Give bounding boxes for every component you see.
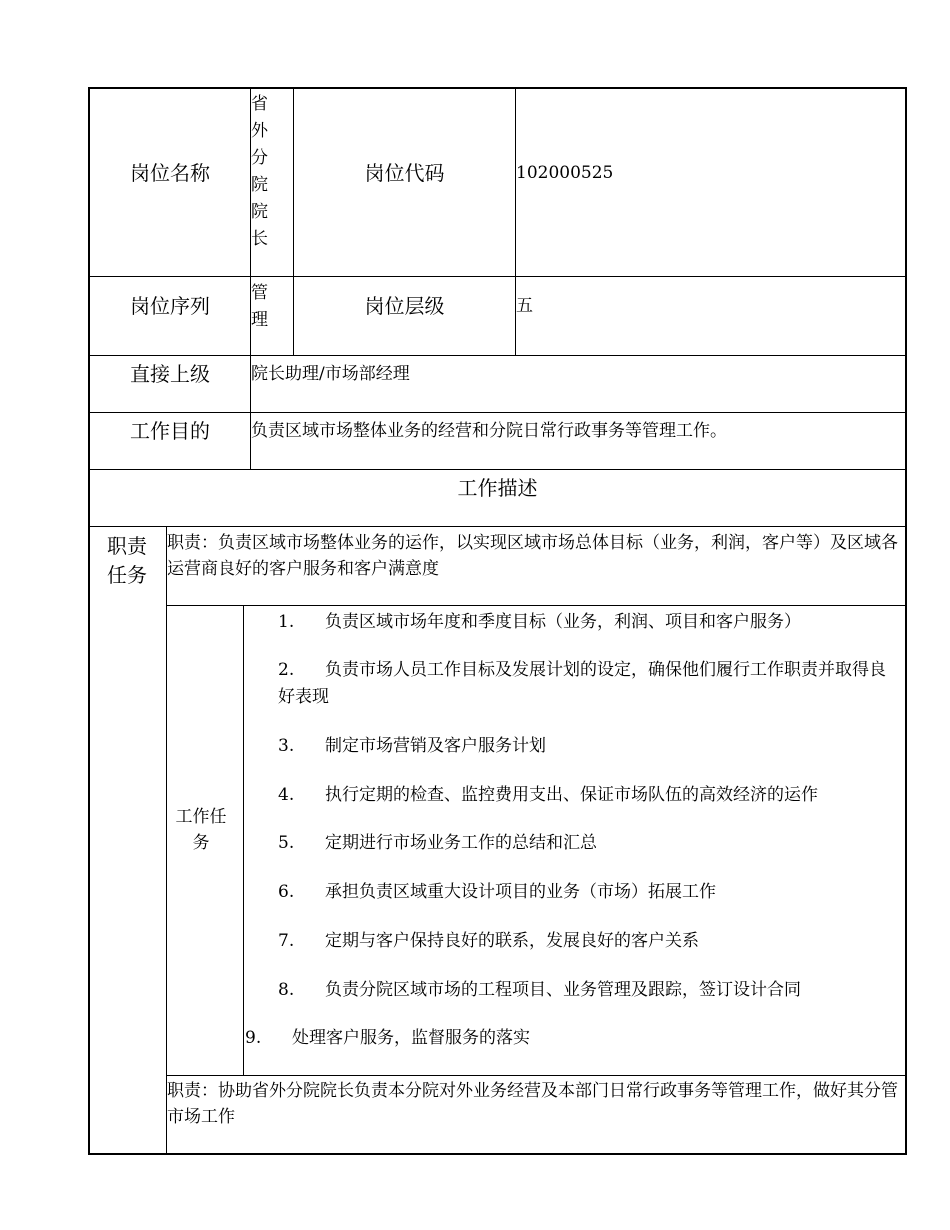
row-divider [88,412,907,413]
task-label: 工作任务 [175,807,227,853]
row-divider [88,355,907,356]
position-series-value: 管理 [251,283,268,330]
duty-description-1: 职责：负责区域市场整体业务的运作，以实现区域市场总体目标（业务，利润，客户等）及区域各运营商良好的客户服务和客户满意度 [167,533,898,579]
position-name-value: 省外分院院长 [251,94,268,249]
row-divider [88,276,907,277]
task-item [278,830,898,857]
row-divider [166,605,907,606]
task-number: 3. [278,736,295,756]
position-level-value: 五 [516,296,533,316]
position-code-value: 102000525 [516,163,614,183]
task-text: 定期与客户保持良好的联系，发展良好的客户关系 [325,931,699,951]
row-divider [88,469,907,470]
task-number: 2. [278,660,295,680]
row-divider [166,1075,907,1076]
duty-description-2: 职责：协助省外分院院长负责本分院对外业务经营及本部门日常行政事务等管理工作，做好其分管市场工作 [167,1081,898,1127]
position-series-label: 岗位序列 [130,294,210,318]
table-border-right [905,87,907,1155]
task-item [278,879,898,906]
task-item [278,733,898,760]
duty-label: 职责任务 [107,534,147,587]
direct-superior-value: 院长助理/市场部经理 [251,364,410,384]
task-text: 执行定期的检查、监控费用支出、保证市场队伍的高效经济的运作 [325,785,818,805]
task-item [278,977,898,1004]
row-divider [88,526,907,527]
position-code-label: 岗位代码 [364,161,445,185]
position-level-label: 岗位层级 [364,294,445,318]
col-divider [166,526,167,1154]
position-name-label: 岗位名称 [130,161,210,185]
task-number: 5. [278,833,295,853]
work-purpose-value: 负责区域市场整体业务的经营和分院日常行政事务等管理工作。 [251,421,727,441]
table-border-bottom [88,1153,907,1155]
task-text: 负责市场人员工作目标及发展计划的设定，确保他们履行工作职责并取得良好表现 [278,660,886,707]
task-text: 处理客户服务，监督服务的落实 [292,1028,530,1048]
task-text: 负责区域市场年度和季度目标（业务，利润、项目和客户服务） [325,612,801,632]
task-text: 定期进行市场业务工作的总结和汇总 [325,833,597,853]
task-item [278,928,898,955]
direct-superior-label: 直接上级 [130,362,210,386]
task-number: 7. [278,931,295,951]
col-divider [243,605,244,1076]
work-purpose-label: 工作目的 [130,419,210,443]
task-text: 承担负责区域重大设计项目的业务（市场）拓展工作 [325,882,716,902]
task-text: 制定市场营销及客户服务计划 [325,736,546,756]
section-title: 工作描述 [457,476,538,500]
task-number: 9. [245,1028,262,1048]
task-text: 负责分院区域市场的工程项目、业务管理及跟踪，签订设计合同 [325,980,801,1000]
table-border-left [88,87,90,1155]
task-item [278,609,898,636]
task-item [278,657,893,711]
task-number: 4. [278,785,295,805]
task-number: 1. [278,612,295,632]
task-number: 6. [278,882,295,902]
task-number: 8. [278,980,295,1000]
task-item [245,1025,895,1052]
task-item [278,782,898,809]
table-border-top [88,87,907,89]
